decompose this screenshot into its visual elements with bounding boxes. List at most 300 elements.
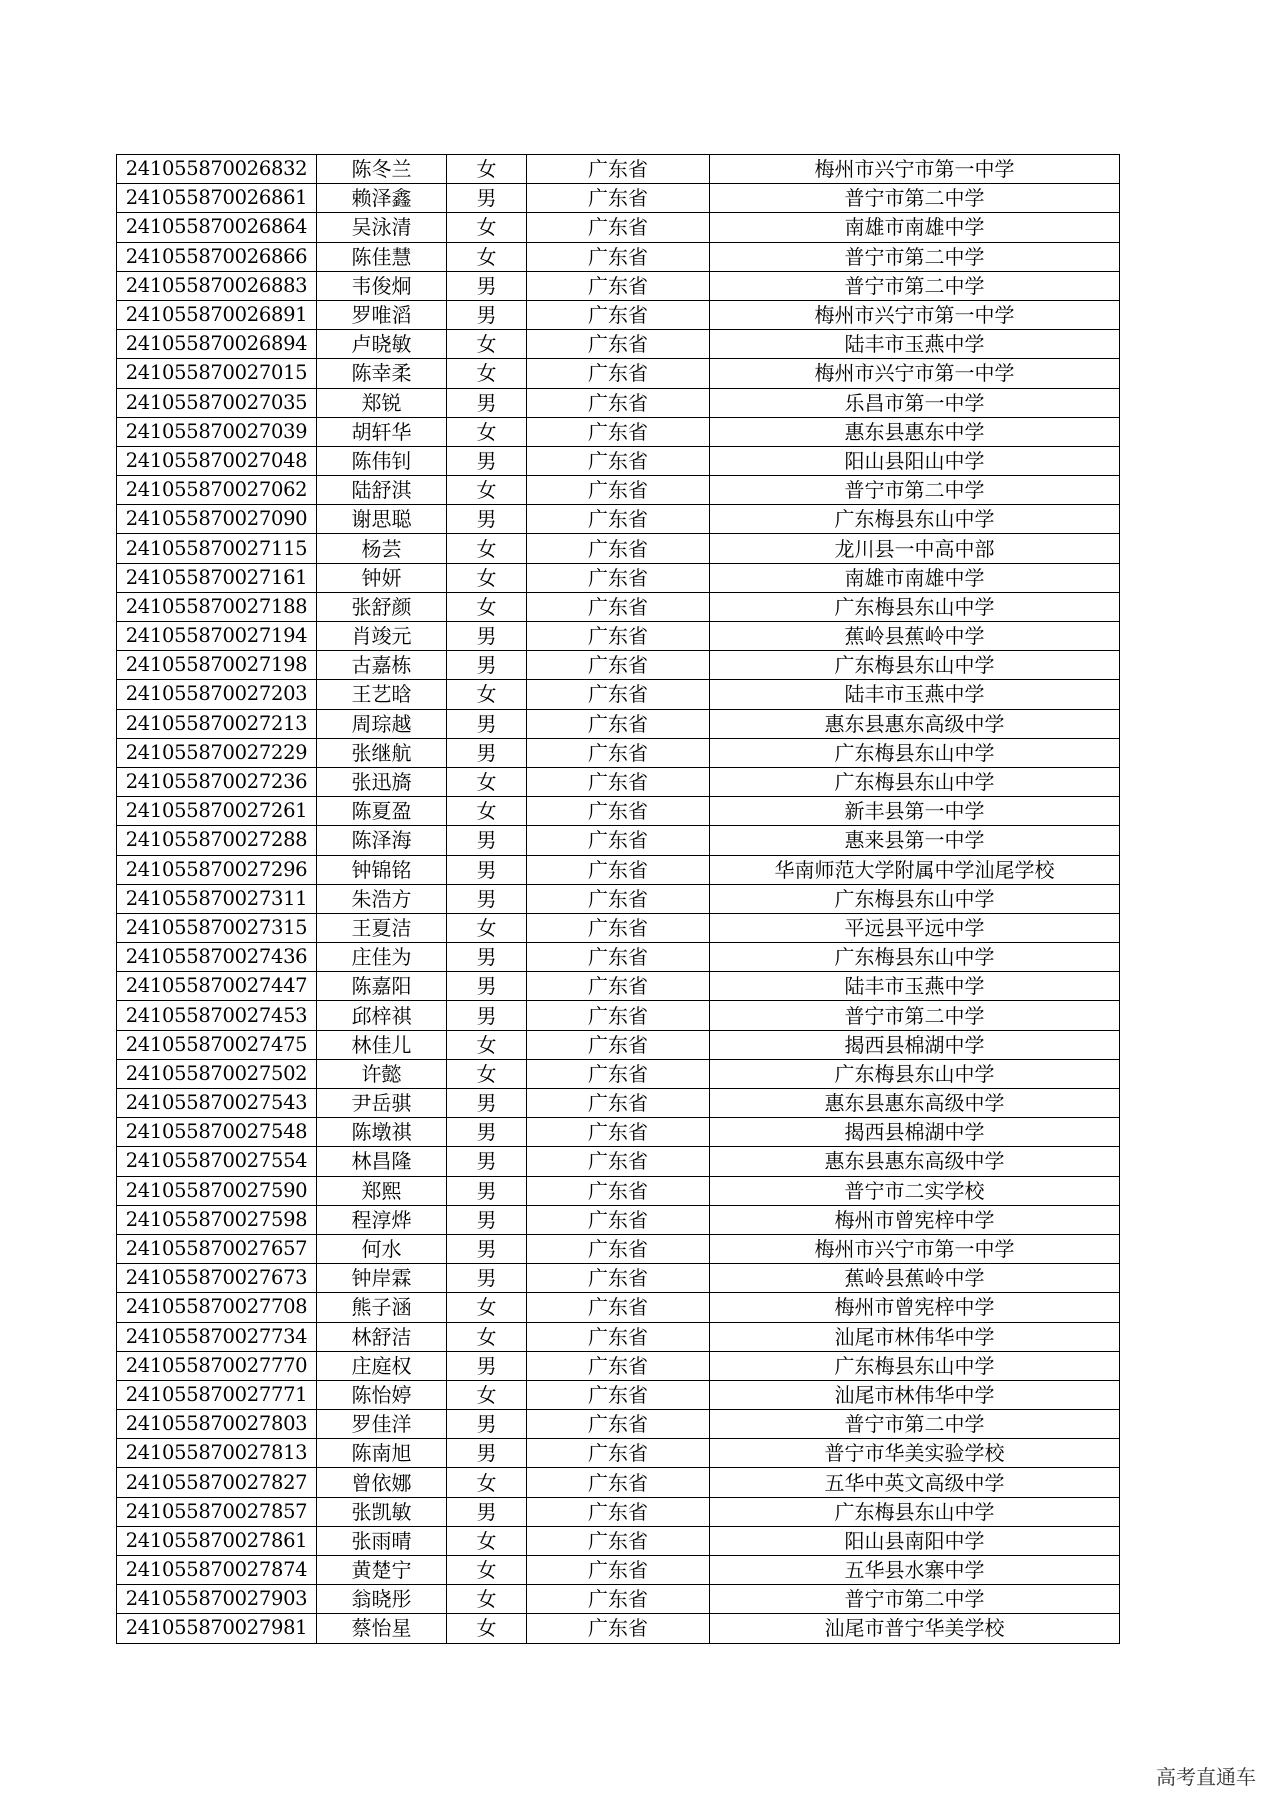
gender-cell: 女 — [447, 767, 527, 796]
name-cell: 张雨晴 — [317, 1526, 447, 1555]
gender-cell: 男 — [447, 446, 527, 475]
exam-id-cell: 241055870027261 — [117, 797, 317, 826]
gender-cell: 女 — [447, 797, 527, 826]
school-cell: 惠东县惠东高级中学 — [710, 1089, 1120, 1118]
exam-id-cell: 241055870027090 — [117, 505, 317, 534]
exam-id-cell: 241055870027903 — [117, 1585, 317, 1614]
province-cell: 广东省 — [527, 534, 710, 563]
school-cell: 普宁市二实学校 — [710, 1176, 1120, 1205]
school-cell: 五华县水寨中学 — [710, 1556, 1120, 1585]
province-cell: 广东省 — [527, 943, 710, 972]
table-row — [117, 1264, 1120, 1293]
table-row — [117, 622, 1120, 651]
table-row — [117, 913, 1120, 942]
exam-id-cell: 241055870027770 — [117, 1351, 317, 1380]
exam-id-cell: 241055870027598 — [117, 1205, 317, 1234]
name-cell: 庄佳为 — [317, 943, 447, 972]
school-cell: 普宁市华美实验学校 — [710, 1439, 1120, 1468]
table-row — [117, 1380, 1120, 1409]
exam-id-cell: 241055870027734 — [117, 1322, 317, 1351]
province-cell: 广东省 — [527, 330, 710, 359]
gender-cell: 女 — [447, 476, 527, 505]
province-cell: 广东省 — [527, 622, 710, 651]
gender-cell: 女 — [447, 330, 527, 359]
name-cell: 肖竣元 — [317, 622, 447, 651]
exam-id-cell: 241055870026883 — [117, 271, 317, 300]
school-cell: 阳山县南阳中学 — [710, 1526, 1120, 1555]
exam-id-cell: 241055870027502 — [117, 1059, 317, 1088]
province-cell: 广东省 — [527, 1614, 710, 1643]
name-cell: 张继航 — [317, 738, 447, 767]
gender-cell: 女 — [447, 1556, 527, 1585]
province-cell: 广东省 — [527, 797, 710, 826]
gender-cell: 男 — [447, 1234, 527, 1263]
table-row — [117, 534, 1120, 563]
table-row — [117, 884, 1120, 913]
name-cell: 陈佳慧 — [317, 242, 447, 271]
name-cell: 周琮越 — [317, 709, 447, 738]
gender-cell: 女 — [447, 1468, 527, 1497]
table-row — [117, 651, 1120, 680]
table-row — [117, 505, 1120, 534]
school-cell: 揭西县棉湖中学 — [710, 1118, 1120, 1147]
school-cell: 普宁市第二中学 — [710, 184, 1120, 213]
province-cell: 广东省 — [527, 184, 710, 213]
gender-cell: 男 — [447, 1147, 527, 1176]
table-row — [117, 797, 1120, 826]
province-cell: 广东省 — [527, 1147, 710, 1176]
province-cell: 广东省 — [527, 1118, 710, 1147]
name-cell: 郑熙 — [317, 1176, 447, 1205]
name-cell: 许懿 — [317, 1059, 447, 1088]
gender-cell: 女 — [447, 913, 527, 942]
province-cell: 广东省 — [527, 1497, 710, 1526]
exam-id-cell: 241055870027708 — [117, 1293, 317, 1322]
gender-cell: 男 — [447, 622, 527, 651]
exam-id-cell: 241055870027203 — [117, 680, 317, 709]
exam-id-cell: 241055870027771 — [117, 1380, 317, 1409]
name-cell: 钟岸霖 — [317, 1264, 447, 1293]
name-cell: 杨芸 — [317, 534, 447, 563]
school-cell: 揭西县棉湖中学 — [710, 1030, 1120, 1059]
gender-cell: 男 — [447, 184, 527, 213]
gender-cell: 男 — [447, 1118, 527, 1147]
exam-id-cell: 241055870026894 — [117, 330, 317, 359]
name-cell: 林佳儿 — [317, 1030, 447, 1059]
table-row — [117, 1205, 1120, 1234]
name-cell: 曾依娜 — [317, 1468, 447, 1497]
province-cell: 广东省 — [527, 651, 710, 680]
school-cell: 广东梅县东山中学 — [710, 767, 1120, 796]
province-cell: 广东省 — [527, 1030, 710, 1059]
province-cell: 广东省 — [527, 446, 710, 475]
province-cell: 广东省 — [527, 476, 710, 505]
name-cell: 陈怡婷 — [317, 1380, 447, 1409]
table-row — [117, 1234, 1120, 1263]
school-cell: 梅州市兴宁市第一中学 — [710, 155, 1120, 184]
exam-id-cell: 241055870027296 — [117, 855, 317, 884]
gender-cell: 女 — [447, 1526, 527, 1555]
exam-id-cell: 241055870027436 — [117, 943, 317, 972]
gender-cell: 男 — [447, 1497, 527, 1526]
name-cell: 胡轩华 — [317, 417, 447, 446]
exam-id-cell: 241055870027543 — [117, 1089, 317, 1118]
school-cell: 广东梅县东山中学 — [710, 943, 1120, 972]
exam-id-cell: 241055870026891 — [117, 300, 317, 329]
province-cell: 广东省 — [527, 1439, 710, 1468]
exam-id-cell: 241055870027981 — [117, 1614, 317, 1643]
table-row — [117, 155, 1120, 184]
school-cell: 龙川县一中高中部 — [710, 534, 1120, 563]
name-cell: 邱梓祺 — [317, 1001, 447, 1030]
province-cell: 广东省 — [527, 563, 710, 592]
gender-cell: 男 — [447, 1264, 527, 1293]
exam-id-cell: 241055870027857 — [117, 1497, 317, 1526]
school-cell: 陆丰市玉燕中学 — [710, 680, 1120, 709]
gender-cell: 男 — [447, 651, 527, 680]
province-cell: 广东省 — [527, 1234, 710, 1263]
school-cell: 普宁市第二中学 — [710, 1410, 1120, 1439]
gender-cell: 女 — [447, 213, 527, 242]
school-cell: 梅州市兴宁市第一中学 — [710, 359, 1120, 388]
exam-id-cell: 241055870027548 — [117, 1118, 317, 1147]
province-cell: 广东省 — [527, 1351, 710, 1380]
gender-cell: 女 — [447, 1322, 527, 1351]
table-row — [117, 680, 1120, 709]
school-cell: 惠东县惠东高级中学 — [710, 709, 1120, 738]
province-cell: 广东省 — [527, 1001, 710, 1030]
exam-id-cell: 241055870027827 — [117, 1468, 317, 1497]
gender-cell: 男 — [447, 709, 527, 738]
province-cell: 广东省 — [527, 738, 710, 767]
province-cell: 广东省 — [527, 767, 710, 796]
gender-cell: 女 — [447, 1059, 527, 1088]
table-row — [117, 359, 1120, 388]
province-cell: 广东省 — [527, 1526, 710, 1555]
province-cell: 广东省 — [527, 388, 710, 417]
table-row — [117, 1293, 1120, 1322]
school-cell: 南雄市南雄中学 — [710, 563, 1120, 592]
school-cell: 梅州市曾宪梓中学 — [710, 1293, 1120, 1322]
name-cell: 罗唯滔 — [317, 300, 447, 329]
gender-cell: 女 — [447, 1293, 527, 1322]
school-cell: 广东梅县东山中学 — [710, 884, 1120, 913]
exam-id-cell: 241055870027447 — [117, 972, 317, 1001]
school-cell: 广东梅县东山中学 — [710, 1351, 1120, 1380]
table-row — [117, 1059, 1120, 1088]
name-cell: 张舒颜 — [317, 592, 447, 621]
name-cell: 谢思聪 — [317, 505, 447, 534]
name-cell: 王夏洁 — [317, 913, 447, 942]
province-cell: 广东省 — [527, 242, 710, 271]
name-cell: 陈冬兰 — [317, 155, 447, 184]
province-cell: 广东省 — [527, 592, 710, 621]
exam-id-cell: 241055870027554 — [117, 1147, 317, 1176]
table-row — [117, 1439, 1120, 1468]
gender-cell: 男 — [447, 505, 527, 534]
table-row — [117, 1526, 1120, 1555]
school-cell: 广东梅县东山中学 — [710, 1497, 1120, 1526]
school-cell: 陆丰市玉燕中学 — [710, 972, 1120, 1001]
gender-cell: 男 — [447, 972, 527, 1001]
gender-cell: 男 — [447, 1410, 527, 1439]
name-cell: 熊子涵 — [317, 1293, 447, 1322]
table-row — [117, 184, 1120, 213]
province-cell: 广东省 — [527, 1205, 710, 1234]
exam-id-cell: 241055870027874 — [117, 1556, 317, 1585]
gender-cell: 女 — [447, 1030, 527, 1059]
province-cell: 广东省 — [527, 1264, 710, 1293]
province-cell: 广东省 — [527, 1556, 710, 1585]
gender-cell: 女 — [447, 242, 527, 271]
table-row — [117, 563, 1120, 592]
name-cell: 陈幸柔 — [317, 359, 447, 388]
exam-id-cell: 241055870027194 — [117, 622, 317, 651]
table-row — [117, 1322, 1120, 1351]
gender-cell: 男 — [447, 884, 527, 913]
school-cell: 普宁市第二中学 — [710, 242, 1120, 271]
gender-cell: 男 — [447, 1205, 527, 1234]
gender-cell: 男 — [447, 388, 527, 417]
exam-id-cell: 241055870027188 — [117, 592, 317, 621]
exam-id-cell: 241055870027161 — [117, 563, 317, 592]
school-cell: 广东梅县东山中学 — [710, 592, 1120, 621]
province-cell: 广东省 — [527, 1322, 710, 1351]
name-cell: 钟妍 — [317, 563, 447, 592]
name-cell: 卢晓敏 — [317, 330, 447, 359]
province-cell: 广东省 — [527, 1293, 710, 1322]
exam-id-cell: 241055870026866 — [117, 242, 317, 271]
table-body — [117, 155, 1120, 1644]
school-cell: 蕉岭县蕉岭中学 — [710, 622, 1120, 651]
name-cell: 赖泽鑫 — [317, 184, 447, 213]
name-cell: 陆舒淇 — [317, 476, 447, 505]
exam-id-cell: 241055870027229 — [117, 738, 317, 767]
table-row — [117, 476, 1120, 505]
name-cell: 罗佳洋 — [317, 1410, 447, 1439]
name-cell: 王艺晗 — [317, 680, 447, 709]
name-cell: 韦俊炯 — [317, 271, 447, 300]
school-cell: 广东梅县东山中学 — [710, 1059, 1120, 1088]
table-row — [117, 1468, 1120, 1497]
exam-id-cell: 241055870027453 — [117, 1001, 317, 1030]
gender-cell: 男 — [447, 1001, 527, 1030]
province-cell: 广东省 — [527, 359, 710, 388]
gender-cell: 女 — [447, 417, 527, 446]
exam-id-cell: 241055870027288 — [117, 826, 317, 855]
table-row — [117, 1001, 1120, 1030]
gender-cell: 女 — [447, 155, 527, 184]
school-cell: 乐昌市第一中学 — [710, 388, 1120, 417]
exam-id-cell: 241055870027198 — [117, 651, 317, 680]
province-cell: 广东省 — [527, 680, 710, 709]
province-cell: 广东省 — [527, 271, 710, 300]
province-cell: 广东省 — [527, 855, 710, 884]
province-cell: 广东省 — [527, 884, 710, 913]
gender-cell: 男 — [447, 943, 527, 972]
province-cell: 广东省 — [527, 300, 710, 329]
school-cell: 新丰县第一中学 — [710, 797, 1120, 826]
name-cell: 郑锐 — [317, 388, 447, 417]
exam-id-cell: 241055870027803 — [117, 1410, 317, 1439]
exam-id-cell: 241055870026861 — [117, 184, 317, 213]
gender-cell: 男 — [447, 826, 527, 855]
name-cell: 蔡怡星 — [317, 1614, 447, 1643]
gender-cell: 女 — [447, 680, 527, 709]
province-cell: 广东省 — [527, 213, 710, 242]
admission-list-table — [116, 154, 1120, 1644]
name-cell: 陈泽海 — [317, 826, 447, 855]
name-cell: 林舒洁 — [317, 1322, 447, 1351]
name-cell: 陈墩祺 — [317, 1118, 447, 1147]
exam-id-cell: 241055870026864 — [117, 213, 317, 242]
gender-cell: 男 — [447, 300, 527, 329]
exam-id-cell: 241055870027062 — [117, 476, 317, 505]
province-cell: 广东省 — [527, 913, 710, 942]
exam-id-cell: 241055870027590 — [117, 1176, 317, 1205]
school-cell: 蕉岭县蕉岭中学 — [710, 1264, 1120, 1293]
table-row — [117, 972, 1120, 1001]
table-row — [117, 826, 1120, 855]
admission-list-table-container — [116, 154, 1120, 1644]
name-cell: 程淳烨 — [317, 1205, 447, 1234]
province-cell: 广东省 — [527, 709, 710, 738]
table-row — [117, 1147, 1120, 1176]
table-row — [117, 1556, 1120, 1585]
school-cell: 惠东县惠东高级中学 — [710, 1147, 1120, 1176]
exam-id-cell: 241055870027311 — [117, 884, 317, 913]
gender-cell: 女 — [447, 359, 527, 388]
table-row — [117, 417, 1120, 446]
province-cell: 广东省 — [527, 826, 710, 855]
table-row — [117, 943, 1120, 972]
exam-id-cell: 241055870027861 — [117, 1526, 317, 1555]
province-cell: 广东省 — [527, 972, 710, 1001]
school-cell: 华南师范大学附属中学汕尾学校 — [710, 855, 1120, 884]
gender-cell: 男 — [447, 1351, 527, 1380]
table-row — [117, 330, 1120, 359]
school-cell: 广东梅县东山中学 — [710, 505, 1120, 534]
province-cell: 广东省 — [527, 417, 710, 446]
name-cell: 黄楚宁 — [317, 1556, 447, 1585]
gender-cell: 女 — [447, 1380, 527, 1409]
table-row — [117, 1030, 1120, 1059]
table-row — [117, 242, 1120, 271]
exam-id-cell: 241055870027213 — [117, 709, 317, 738]
exam-id-cell: 241055870027015 — [117, 359, 317, 388]
gender-cell: 男 — [447, 271, 527, 300]
name-cell: 陈伟钊 — [317, 446, 447, 475]
school-cell: 普宁市第二中学 — [710, 1585, 1120, 1614]
school-cell: 梅州市兴宁市第一中学 — [710, 1234, 1120, 1263]
province-cell: 广东省 — [527, 1380, 710, 1409]
school-cell: 汕尾市普宁华美学校 — [710, 1614, 1120, 1643]
table-row — [117, 1585, 1120, 1614]
school-cell: 广东梅县东山中学 — [710, 738, 1120, 767]
name-cell: 翁晓彤 — [317, 1585, 447, 1614]
name-cell: 庄庭权 — [317, 1351, 447, 1380]
table-row — [117, 1614, 1120, 1643]
school-cell: 广东梅县东山中学 — [710, 651, 1120, 680]
school-cell: 陆丰市玉燕中学 — [710, 330, 1120, 359]
exam-id-cell: 241055870027475 — [117, 1030, 317, 1059]
table-row — [117, 738, 1120, 767]
name-cell: 林昌隆 — [317, 1147, 447, 1176]
school-cell: 普宁市第二中学 — [710, 476, 1120, 505]
name-cell: 张凯敏 — [317, 1497, 447, 1526]
gender-cell: 男 — [447, 738, 527, 767]
name-cell: 古嘉栋 — [317, 651, 447, 680]
table-row — [117, 1176, 1120, 1205]
watermark-text: 高考直通车 — [1156, 1765, 1256, 1789]
province-cell: 广东省 — [527, 1585, 710, 1614]
exam-id-cell: 241055870027236 — [117, 767, 317, 796]
province-cell: 广东省 — [527, 1089, 710, 1118]
school-cell: 五华中英文高级中学 — [710, 1468, 1120, 1497]
gender-cell: 女 — [447, 592, 527, 621]
name-cell: 陈嘉阳 — [317, 972, 447, 1001]
province-cell: 广东省 — [527, 1059, 710, 1088]
name-cell: 何水 — [317, 1234, 447, 1263]
table-row — [117, 709, 1120, 738]
table-row — [117, 767, 1120, 796]
school-cell: 惠来县第一中学 — [710, 826, 1120, 855]
name-cell: 钟锦铭 — [317, 855, 447, 884]
school-cell: 普宁市第二中学 — [710, 271, 1120, 300]
name-cell: 吴泳清 — [317, 213, 447, 242]
table-row — [117, 446, 1120, 475]
table-row — [117, 388, 1120, 417]
province-cell: 广东省 — [527, 155, 710, 184]
school-cell: 普宁市第二中学 — [710, 1001, 1120, 1030]
school-cell: 南雄市南雄中学 — [710, 213, 1120, 242]
name-cell: 朱浩方 — [317, 884, 447, 913]
gender-cell: 女 — [447, 534, 527, 563]
exam-id-cell: 241055870027039 — [117, 417, 317, 446]
table-row — [117, 1497, 1120, 1526]
province-cell: 广东省 — [527, 1176, 710, 1205]
gender-cell: 男 — [447, 1089, 527, 1118]
exam-id-cell: 241055870027035 — [117, 388, 317, 417]
school-cell: 梅州市兴宁市第一中学 — [710, 300, 1120, 329]
name-cell: 张迅旖 — [317, 767, 447, 796]
exam-id-cell: 241055870027115 — [117, 534, 317, 563]
table-row — [117, 1351, 1120, 1380]
table-row — [117, 1118, 1120, 1147]
gender-cell: 女 — [447, 1614, 527, 1643]
gender-cell: 男 — [447, 855, 527, 884]
exam-id-cell: 241055870027657 — [117, 1234, 317, 1263]
name-cell: 陈南旭 — [317, 1439, 447, 1468]
gender-cell: 女 — [447, 1585, 527, 1614]
table-row — [117, 855, 1120, 884]
school-cell: 梅州市曾宪梓中学 — [710, 1205, 1120, 1234]
exam-id-cell: 241055870027315 — [117, 913, 317, 942]
table-row — [117, 271, 1120, 300]
gender-cell: 男 — [447, 1176, 527, 1205]
school-cell: 汕尾市林伟华中学 — [710, 1322, 1120, 1351]
table-row — [117, 300, 1120, 329]
table-row — [117, 213, 1120, 242]
gender-cell: 男 — [447, 1439, 527, 1468]
exam-id-cell: 241055870027813 — [117, 1439, 317, 1468]
gender-cell: 女 — [447, 563, 527, 592]
province-cell: 广东省 — [527, 505, 710, 534]
table-row — [117, 1410, 1120, 1439]
school-cell: 汕尾市林伟华中学 — [710, 1380, 1120, 1409]
name-cell: 陈夏盈 — [317, 797, 447, 826]
exam-id-cell: 241055870027673 — [117, 1264, 317, 1293]
